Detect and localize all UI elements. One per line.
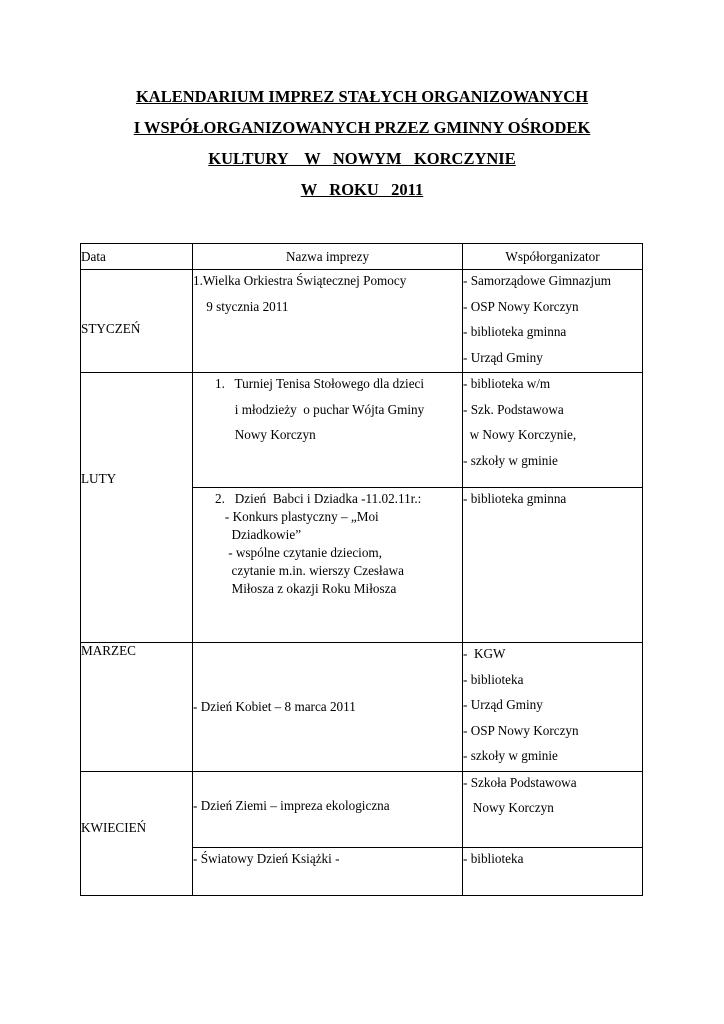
header-event: Nazwa imprezy	[193, 244, 463, 270]
event-cell: - Dzień Kobiet – 8 marca 2011	[193, 643, 463, 772]
header-date: Data	[81, 244, 193, 270]
table-row-luty-1	[81, 373, 643, 488]
event-cell	[193, 373, 463, 488]
coorganizer-line: - biblioteka gminna	[463, 491, 567, 506]
coorganizer-cell	[463, 270, 643, 373]
coorganizer-line: - Urząd Gminy	[463, 349, 543, 365]
coorganizer-line: - OSP Nowy Korczyn	[463, 298, 579, 314]
event-line: czytanie m.in. wierszy Czesława	[215, 563, 404, 578]
event-line: 2. Dzień Babci i Dziadka -11.02.11r.:	[215, 491, 422, 506]
event-cell	[193, 847, 463, 895]
coorganizer-line: - Urząd Gminy	[463, 697, 543, 712]
coorganizer-line: - biblioteka gminna	[463, 324, 567, 339]
title-line-2: I WSPÓŁORGANIZOWANYCH PRZEZ GMINNY OŚRODEK	[133, 118, 591, 137]
event-line: - wspólne czytanie dzieciom,	[215, 545, 382, 560]
coorganizer-line: - Szk. Podstawowa	[463, 401, 564, 417]
coorganizer-line: - OSP Nowy Korczyn	[463, 722, 579, 738]
event-cell	[193, 488, 463, 643]
event-line: Miłosza z okazji Roku Miłosza	[215, 581, 397, 596]
coorganizer-line: Nowy Korczyn	[463, 800, 554, 815]
month-cell: STYCZEŃ	[81, 270, 193, 373]
table-header-row	[81, 244, 643, 270]
coorganizer-line: - Samorządowe Gimnazjum	[463, 273, 611, 288]
events-table	[80, 243, 643, 896]
coorganizer-cell	[463, 771, 643, 847]
event-line: i młodzieży o puchar Wójta Gminy	[215, 401, 425, 417]
event-line: - Światowy Dzień Książki -	[193, 850, 340, 866]
event-cell	[193, 270, 463, 373]
coorganizer-line: w Nowy Korczynie,	[463, 427, 577, 442]
coorganizer-cell	[463, 847, 643, 895]
event-line: 1.Wielka Orkiestra Świątecznej Pomocy	[193, 273, 407, 288]
month-cell: LUTY	[81, 373, 193, 643]
table-row-kwiecien-1	[81, 771, 643, 847]
coorganizer-line: - biblioteka	[463, 850, 524, 866]
coorganizer-line: - szkoły w gminie	[463, 748, 558, 763]
table-row-marzec	[81, 643, 643, 772]
title-line-4: W ROKU 2011	[300, 180, 424, 199]
coorganizer-line: - biblioteka	[463, 671, 524, 687]
coorganizer-line: - szkoły w gminie	[463, 452, 558, 468]
coorganizer-line: - biblioteka w/m	[463, 376, 551, 391]
coorganizer-line: - KGW	[463, 646, 506, 661]
document-title	[0, 86, 724, 210]
event-line: 9 stycznia 2011	[193, 298, 289, 314]
header-coorganizer: Współorganizator	[463, 244, 643, 270]
coorganizer-cell	[463, 488, 643, 643]
coorganizer-cell	[463, 373, 643, 488]
month-cell: MARZEC	[81, 643, 193, 772]
event-line: Dziadkowie”	[215, 527, 302, 542]
event-line: 1. Turniej Tenisa Stołowego dla dzieci	[215, 376, 425, 391]
event-line: - Konkurs plastyczny – „Moi	[215, 509, 379, 524]
title-line-1: KALENDARIUM IMPREZ STAŁYCH ORGANIZOWANYCH	[135, 87, 589, 106]
event-line: Nowy Korczyn	[215, 427, 316, 442]
coorganizer-cell	[463, 643, 643, 772]
month-cell: KWIECIEŃ	[81, 771, 193, 895]
event-cell: - Dzień Ziemi – impreza ekologiczna	[193, 771, 463, 847]
title-line-3: KULTURY W NOWYM KORCZYNIE	[208, 149, 516, 168]
table-row-styczen	[81, 270, 643, 373]
coorganizer-line: - Szkoła Podstawowa	[463, 774, 577, 790]
